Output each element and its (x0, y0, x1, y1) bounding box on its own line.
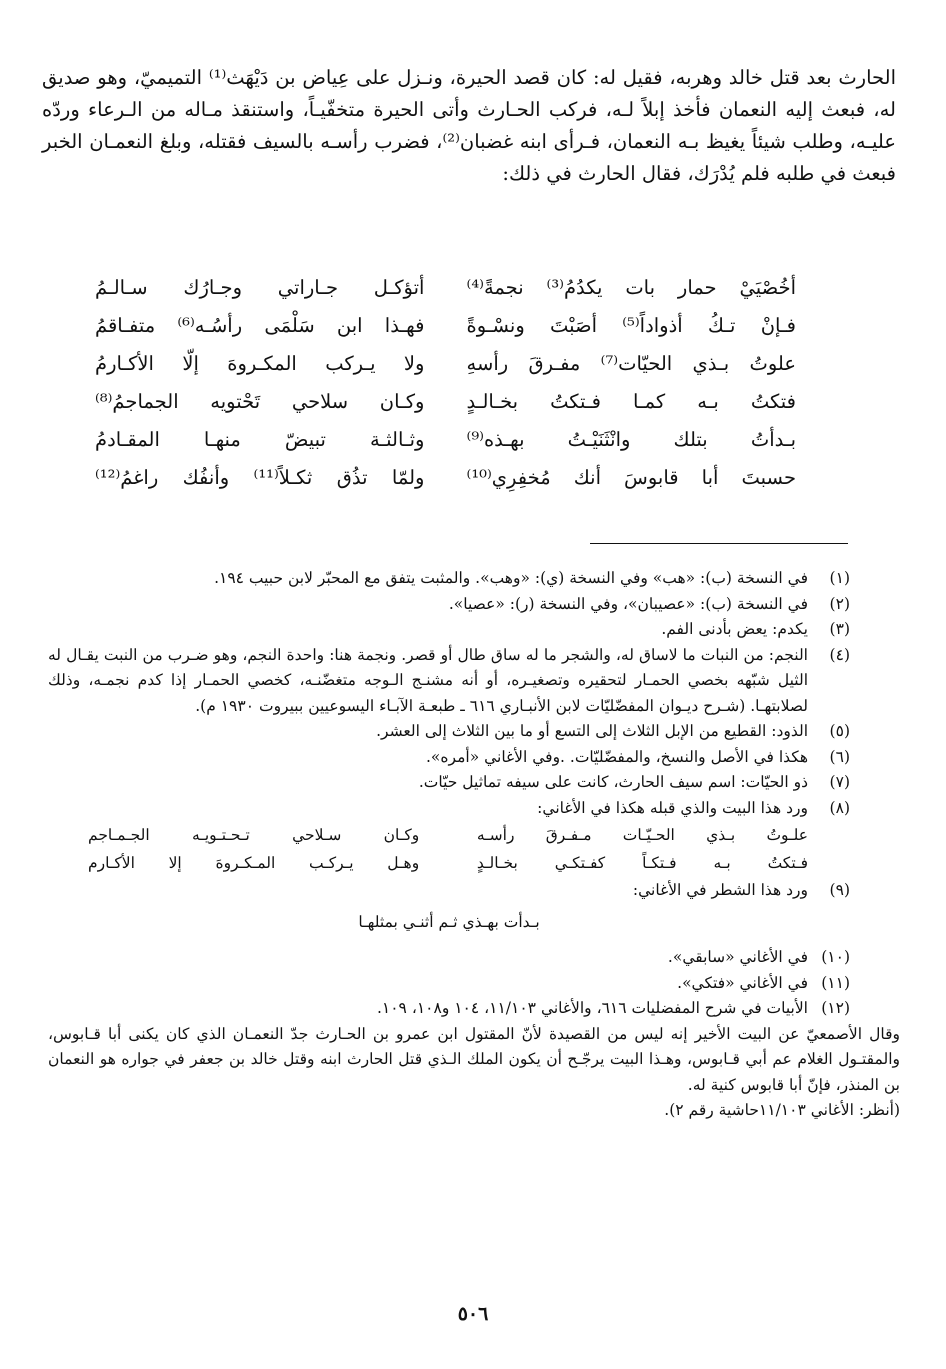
verse-second-hemistich: ولمّا تذُق ثكـلاً⁽¹¹⁾ وأنفُك راغمُ⁽¹²⁾ (95, 465, 425, 489)
footnote-reference: (أنظر: الأغاني ١١/١٠٣حاشية رقم ٢). (664, 1101, 900, 1119)
footnote-text: ذو الحيّات: اسم سيف الحارث، كانت على سيفه تماثيل حيّات. (418, 773, 808, 791)
footnote-text: هكذا في الأصل والنسخ، والمفضّليّات. .وفي الأغاني «أمره». (426, 747, 808, 766)
footnote-text: في الأغاني «فتكي». (677, 973, 808, 992)
footnote (48, 745, 850, 771)
footnote-number: (٧) (829, 773, 850, 791)
main-paragraph: الحارث بعد قتل خالد وهربه، فقيل له: كان قصد الحيرة، ونـزل على عِياض بن دَيْهَث⁽¹⁾ التميميّ، وهو صديق له، فبعث إليه النعمان فأخذ إبلاً لـه، فركب الحـارث وأتى الحيرة متخفّيـاً، واستنقذ مـاله من الـرعاء وردّه عليـه، وطلب شيئاً يغيظ بـه النعمان، فـرأى ابنه غضبان⁽²⁾، فضرب رأسـه بالسيف فقتله، وبلغ النعمـان الخبر فبعث في طلبه فلم يُدْرَك، فقال الحارث في ذلك: (42, 66, 896, 185)
footnote (48, 878, 850, 904)
footnote-verse (88, 851, 808, 877)
footnote-text: ورد هذا الشطر في الأغاني: (632, 881, 808, 899)
verse-second-hemistich: وكـان سـلاحي تـحـتـويـه الجـمـاجم (88, 826, 420, 844)
footnote (48, 643, 850, 720)
verse-first-hemistich: فـتكتُ بـه فـتكـاً كفـتكـي بخـالـدٍ (476, 853, 808, 872)
footnote (48, 592, 850, 618)
footnote (48, 770, 850, 796)
footnotes (48, 566, 900, 1124)
footnote-number: (٩) (829, 881, 850, 899)
footnote-text: في الأغاني «سابقي». (667, 948, 808, 966)
footnote-number: (٨) (829, 798, 850, 817)
footnote-text: الذود: القطيع من الإبل الثلاث إلى التسع أو ما بين الثلاث إلى العشر. (376, 722, 808, 740)
poem-verse (95, 458, 796, 496)
verse-first-hemistich: أخُصْيَيْ حمار بات يكدُمُ⁽³⁾ نجمةً⁽⁴⁾ (466, 275, 796, 299)
footnote-text: الأبيات في شرح المفضليات ٦١٦، والأغاني ١١/١٠٣، ١٠٤ و١٠٨، ١٠٩. (376, 999, 808, 1017)
footnote-number: (٦) (829, 747, 850, 766)
footnote (48, 719, 850, 745)
footnote-separator (590, 543, 848, 544)
footnote (48, 971, 850, 997)
verse-first-hemistich: فتكتُ بـه كمـا فـتكتُ بخـالـدٍ (466, 389, 796, 413)
footnote-text: ورد هذا البيت والذي قبله هكذا في الأغاني: (537, 798, 808, 817)
poem-verse (95, 344, 796, 382)
footnote-verse (88, 823, 808, 849)
footnote-text: في النسخة (ب): «عصيبان»، وفي النسخة (ر): «عصيا». (448, 594, 808, 613)
footnote-text: النجم: من النبات ما لاساق له، والشجر ما له ساق طال أو قصر. ونجمة هنا: واحدة النجم، وهو ضـرب من النبت يقـال له الثيل شبّهه بخصي الحمـار لتحقيره وتصغيـره، أو أنه مشنـج الـوجه متغضّنـه، كخصي الحمـار إذا كدم نجمـه، وذلك لصلابتهـا. (شـرح ديـوان المفضّليّات لابن الأنبـاري ٦١٦ ـ طبعـة الآبـاء اليسوعيين ببيروت ١٩٣٠ م). (48, 645, 808, 715)
footnote-text: في النسخة (ب): «هب» وفي النسخة (ي): «وهب». والمثبت يتفق مع المحبّر لابن حبيب ١٩٤. (214, 569, 808, 587)
footnote-number: (٢) (829, 594, 850, 613)
verse-first-hemistich: حسبتَ أبا قابوسَ أنك مُخفِرِي⁽¹⁰⁾ (466, 465, 796, 489)
verse-second-hemistich: فهـذا ابن سَلْمَى رأسُـه⁽⁶⁾ متفـاقمُ (95, 313, 425, 337)
footnote-number: (١) (829, 569, 850, 587)
verse-second-hemistich: ولا يـركب المكـروهَ إلّا الأكـارمُ (95, 351, 425, 375)
footnote (48, 996, 850, 1022)
footnote (48, 566, 850, 592)
poem-verse (95, 382, 796, 420)
main-text (42, 62, 896, 190)
poem (95, 268, 796, 496)
footnote-number: (١٠) (821, 948, 850, 966)
footnote (48, 796, 850, 822)
footnote-number: (٥) (829, 722, 850, 740)
poem-verse (95, 420, 796, 458)
footnote-hemistich: بـدأت بهـذي ثـم أثنـي بمثلهـا (358, 912, 540, 931)
verse-first-hemistich: بـدأتُ بتلك وانْثَنَيْـتُ بهـذه⁽⁹⁾ (466, 427, 796, 451)
verse-first-hemistich: علـوتُ بـذي الحـيّـات مـفـرقَ رأسـه (476, 826, 808, 844)
footnote (48, 617, 850, 643)
footnote-continuation: وقال الأصمعيّ عن البيت الأخير إنه ليس من القصيدة لأنّ المقتول ابن عمرو بن الحـارث جدّ النعمـان الذي كان يكنى أبا قـابوس، والمقتـول الغلام عم أبي قـابوس، وهـذا البيت يرجّـح أن يكون الملك الـذي قتل الحارث ابنه وقتل خالد بن جعفر في جواره هو النعمان بن المنذر، فإنّ أبا قابوس كنية له. (48, 1024, 900, 1094)
footnote-number: (٤) (829, 645, 850, 664)
verse-second-hemistich: أتؤكـل جـاراتي وجـارُك سـالـمُ (95, 275, 425, 299)
verse-second-hemistich: وكـان سلاحي تَحْتويه الجماجمُ⁽⁸⁾ (95, 389, 425, 413)
verse-first-hemistich: علوتُ بـذي الحيّات⁽⁷⁾ مفـرقَ رأسهِ (466, 351, 796, 375)
footnote (48, 945, 850, 971)
page-number: ٥٠٦ (457, 1303, 489, 1325)
verse-first-hemistich: فـإنْ تـكُ أذواداً⁽⁵⁾ أصَبْتَ ونسْـوةً (466, 313, 797, 337)
verse-second-hemistich: وهـل يـركـب المـكـروهَ إلا الأكـارم (88, 853, 420, 872)
verse-second-hemistich: وثـالثـة تبيضّ منهـا المقـادمُ (95, 427, 425, 451)
footnote-number: (١١) (821, 973, 850, 992)
poem-verse (95, 306, 796, 344)
footnote-text: يكدم: يعض بأدنى الفم. (661, 620, 808, 638)
footnote-number: (٣) (829, 620, 850, 638)
footnote-number: (١٢) (821, 999, 850, 1017)
poem-verse (95, 268, 796, 306)
